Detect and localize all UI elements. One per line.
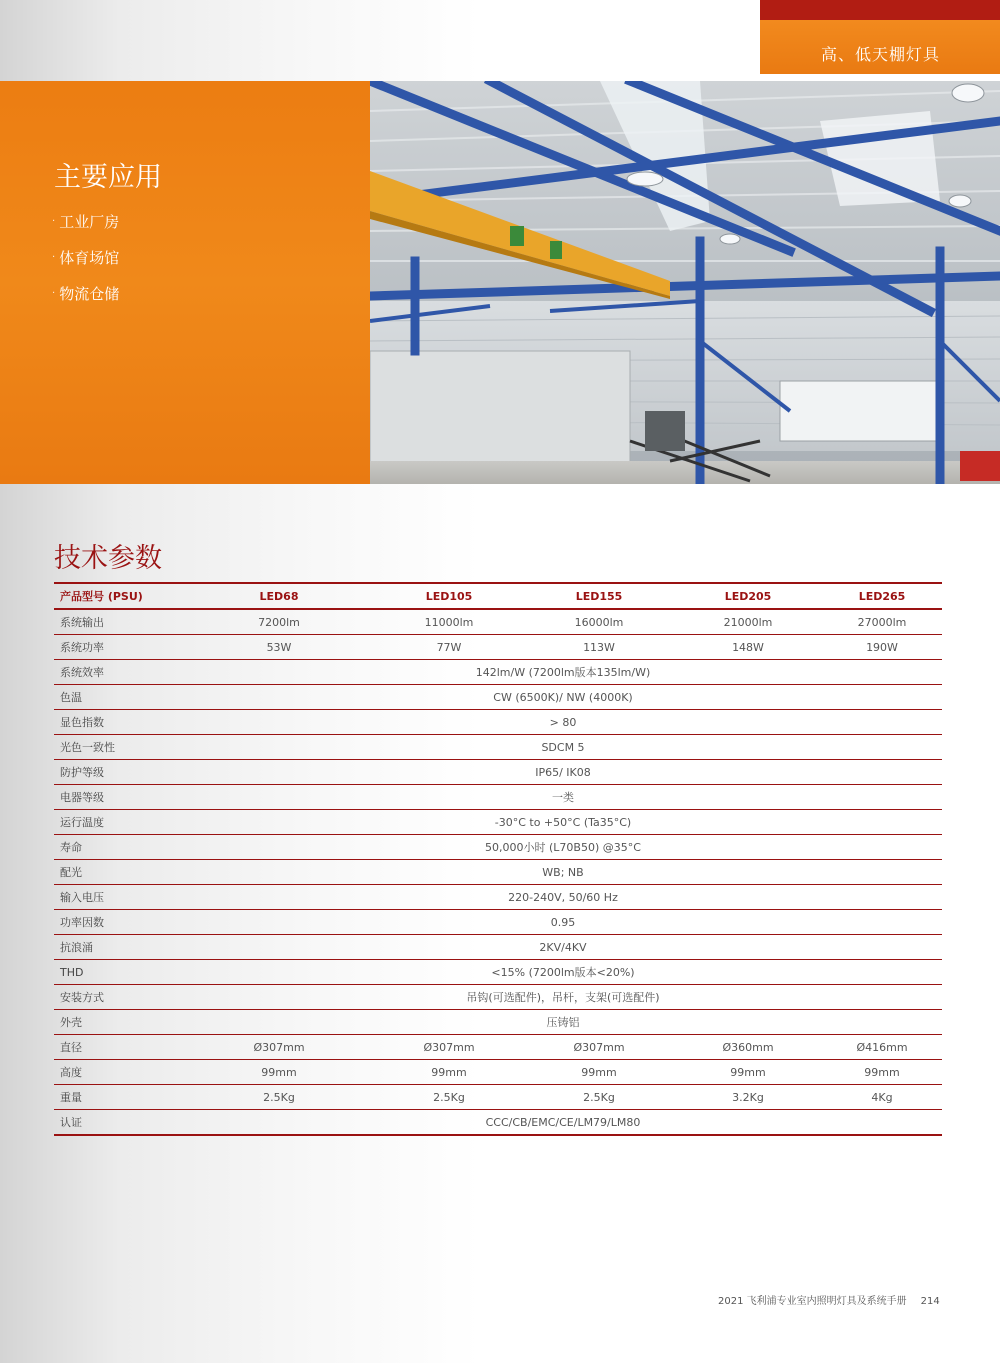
spec-value: 77W (374, 635, 524, 660)
spec-label: 输入电压 (54, 885, 184, 910)
spec-value: 190W (822, 635, 942, 660)
spec-label: THD (54, 960, 184, 985)
spec-value: 2KV/4KV (184, 935, 942, 960)
spec-value: 2.5Kg (184, 1085, 374, 1110)
spec-value: 21000lm (674, 609, 822, 635)
spec-label: 系统效率 (54, 660, 184, 685)
table-row (54, 885, 942, 910)
spec-value: 吊钩(可选配件)，吊杆，支架(可选配件) (184, 985, 942, 1010)
model-header: LED265 (822, 583, 942, 609)
spec-label: 配光 (54, 860, 184, 885)
spec-value: 2.5Kg (524, 1085, 674, 1110)
spec-value: 16000lm (524, 609, 674, 635)
spec-value: 99mm (822, 1060, 942, 1085)
table-row (54, 860, 942, 885)
spec-value: 99mm (184, 1060, 374, 1085)
table-row (54, 960, 942, 985)
model-header: LED105 (374, 583, 524, 609)
spec-value: 99mm (524, 1060, 674, 1085)
spec-label: 电器等级 (54, 785, 184, 810)
table-row (54, 1035, 942, 1060)
table-row (54, 835, 942, 860)
spec-label: 防护等级 (54, 760, 184, 785)
page-number: 214 (920, 1296, 940, 1307)
spec-value: 99mm (674, 1060, 822, 1085)
page-footer (718, 1292, 940, 1307)
footer-text: 2021 飞利浦专业室内照明灯具及系统手册 (718, 1296, 907, 1307)
applications-list (52, 209, 119, 317)
table-row (54, 910, 942, 935)
application-item: · 物流仓储 (52, 281, 119, 317)
industrial-hall-illustration (370, 81, 1000, 484)
spec-label: 直径 (54, 1035, 184, 1060)
spec-value: Ø307mm (524, 1035, 674, 1060)
spec-value: IP65/ IK08 (184, 760, 942, 785)
table-row (54, 660, 942, 685)
spec-value: 220-240V, 50/60 Hz (184, 885, 942, 910)
application-item: · 工业厂房 (52, 209, 119, 245)
spec-value: Ø307mm (184, 1035, 374, 1060)
category-label: 高、低天棚灯具 (820, 45, 940, 64)
model-header: LED155 (524, 583, 674, 609)
spec-value: 113W (524, 635, 674, 660)
spec-label: 高度 (54, 1060, 184, 1085)
spec-label: 安装方式 (54, 985, 184, 1010)
spec-value: 142lm/W (7200lm版本135lm/W) (184, 660, 942, 685)
spec-value: Ø360mm (674, 1035, 822, 1060)
spec-label: 系统输出 (54, 609, 184, 635)
table-row (54, 810, 942, 835)
table-row (54, 735, 942, 760)
spec-value: 99mm (374, 1060, 524, 1085)
table-row (54, 710, 942, 735)
spec-label: 寿命 (54, 835, 184, 860)
spec-label: 认证 (54, 1110, 184, 1136)
spec-value: Ø416mm (822, 1035, 942, 1060)
header-category-tab (760, 20, 1000, 74)
spec-label: 重量 (54, 1085, 184, 1110)
spec-value: 11000lm (374, 609, 524, 635)
header-red-bar (760, 0, 1000, 20)
spec-value: 7200lm (184, 609, 374, 635)
spec-value: 50,000小时 (L70B50) @35°C (184, 835, 942, 860)
spec-value: 4Kg (822, 1085, 942, 1110)
spec-value: CCC/CB/EMC/CE/LM79/LM80 (184, 1110, 942, 1136)
spec-value: 53W (184, 635, 374, 660)
table-row (54, 1085, 942, 1110)
specs-title: 技术参数 (54, 543, 162, 574)
table-row (54, 609, 942, 635)
model-header: LED205 (674, 583, 822, 609)
spec-value: SDCM 5 (184, 735, 942, 760)
spec-label: 运行温度 (54, 810, 184, 835)
bullet-icon: · (52, 216, 56, 227)
spec-value: <15% (7200lm版本<20%) (184, 960, 942, 985)
table-row (54, 635, 942, 660)
spec-label: 抗浪涌 (54, 935, 184, 960)
spec-label: 系统功率 (54, 635, 184, 660)
spec-value: 2.5Kg (374, 1085, 524, 1110)
spec-label: 光色一致性 (54, 735, 184, 760)
header-label: 产品型号 (PSU) (54, 583, 184, 609)
spec-value: 压铸铝 (184, 1010, 942, 1035)
spec-value: 27000lm (822, 609, 942, 635)
table-row (54, 935, 942, 960)
spec-value: Ø307mm (374, 1035, 524, 1060)
spec-value: -30°C to +50°C (Ta35°C) (184, 810, 942, 835)
table-row (54, 785, 942, 810)
warehouse-photo (370, 81, 1000, 484)
table-row (54, 760, 942, 785)
table-row (54, 1060, 942, 1085)
application-item: · 体育场馆 (52, 245, 119, 281)
table-row (54, 1110, 942, 1136)
spec-label: 外壳 (54, 1010, 184, 1035)
specs-table (54, 582, 942, 1136)
spec-value: 3.2Kg (674, 1085, 822, 1110)
bullet-icon: · (52, 288, 56, 299)
spec-value: 148W (674, 635, 822, 660)
bullet-icon: · (52, 252, 56, 263)
table-row (54, 985, 942, 1010)
table-row (54, 685, 942, 710)
table-header-row (54, 583, 942, 609)
spec-label: 显色指数 (54, 710, 184, 735)
applications-panel (0, 81, 370, 484)
spec-value: 0.95 (184, 910, 942, 935)
spec-value: > 80 (184, 710, 942, 735)
spec-value: 一类 (184, 785, 942, 810)
applications-title: 主要应用 (54, 162, 162, 193)
table-row (54, 1010, 942, 1035)
spec-label: 功率因数 (54, 910, 184, 935)
spec-value: WB; NB (184, 860, 942, 885)
model-header: LED68 (184, 583, 374, 609)
spec-label: 色温 (54, 685, 184, 710)
spec-value: CW (6500K)/ NW (4000K) (184, 685, 942, 710)
